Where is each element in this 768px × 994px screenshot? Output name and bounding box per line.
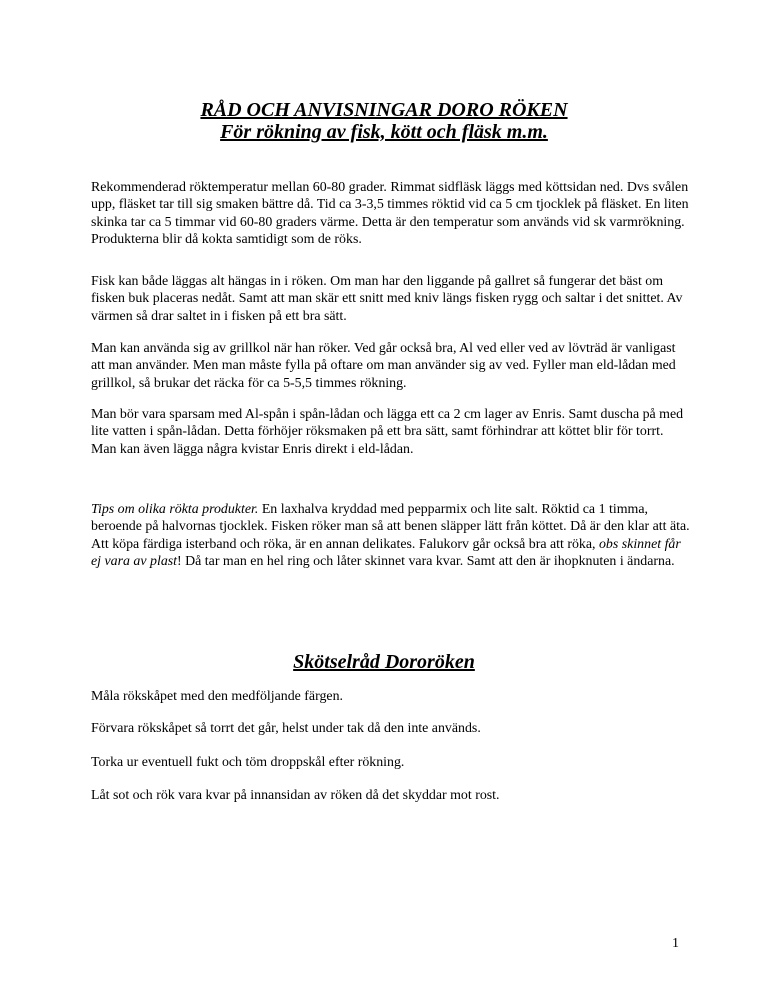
paragraph-fuel: Man kan använda sig av grillkol när han röker. Ved går också bra, Al ved eller ved av lövträd är vanligast att man använder. Men man måste fylla på oftare om man använder sig av ved. Fyller man eld-lådan med grillkol, så brukar det räcka för ca 5-5,5 timmes rökning. bbox=[91, 341, 676, 391]
paragraph-fish: Fisk kan både läggas alt hängas in i röken. Om man har den liggande på gallret så fungerar det bäst om fisken buk placeras nedåt. Samt att man skär ett snitt med kniv längs fisken rygg och saltar i det snittet. Av värmen så drar saltet in i fisken på ett bra sätt. bbox=[91, 274, 683, 324]
tips-emphasis: obs skinnet får ej vara av plast bbox=[91, 536, 681, 570]
paragraph-smoking-temperature: Rekommenderad röktemperatur mellan 60-80 grader. Rimmat sidfläsk läggs med köttsidan ned. Dvs svålen upp, fläsket tar till sig smaken bättre då. Tid ca 3-3,5 timmes röktid vid ca 5 cm tjocklek på fläsket. En liten skinka tar ca 5 timmar vid 60-80 graders värme. Detta är den temperatur som används vid sk varmrökning. Produkterna blir då kokta samtidigt som de röks. bbox=[91, 180, 689, 248]
care-item-soot: Låt sot och rök vara kvar på innansidan av röken då det skyddar mot rost. bbox=[91, 788, 500, 803]
document-title: RÅD OCH ANVISNINGAR DORO RÖKEN bbox=[200, 99, 568, 121]
care-item-paint: Måla rökskåpet med den medföljande färgen. bbox=[91, 689, 343, 704]
tips-lead: Tips om olika rökta produkter. bbox=[91, 502, 259, 517]
paragraph-wood-chips: Man bör vara sparsam med Al-spån i spån-lådan och lägga ett ca 2 cm lager av Enris. Samt duscha på med lite vatten i spån-lådan. Detta förhöjer röksmaken på ett bra sätt, samt förhindrar att köttet blir för torrt. Man kan även lägga några kvistar Enris direkt i eld-lådan. bbox=[91, 407, 684, 457]
page-number: 1 bbox=[672, 936, 679, 951]
care-item-drip-tray: Torka ur eventuell fukt och töm droppskål efter rökning. bbox=[91, 755, 405, 770]
care-section-title: Skötselråd Dororöken bbox=[293, 651, 475, 673]
tips-text-2: ! Då tar man en hel ring och låter skinnet vara kvar. Samt att den är ihopknuten i ändarna. bbox=[177, 554, 675, 570]
care-item-storage: Förvara rökskåpet så torrt det går, helst under tak då den inte används. bbox=[91, 721, 481, 736]
tips-text-1: En laxhalva kryddad med pepparmix och lite salt. Röktid ca 1 timma, beroende på halvornas tjocklek. Fisken röker man så att benen släpper lätt från köttet. Då är den klar att äta. Att köpa färdiga isterband och röka, är en annan delikates. Falukorv går också bra att röka, bbox=[91, 502, 690, 552]
paragraph-tips bbox=[91, 501, 691, 571]
document-subtitle: För rökning av fisk, kött och fläsk m.m. bbox=[220, 121, 548, 143]
